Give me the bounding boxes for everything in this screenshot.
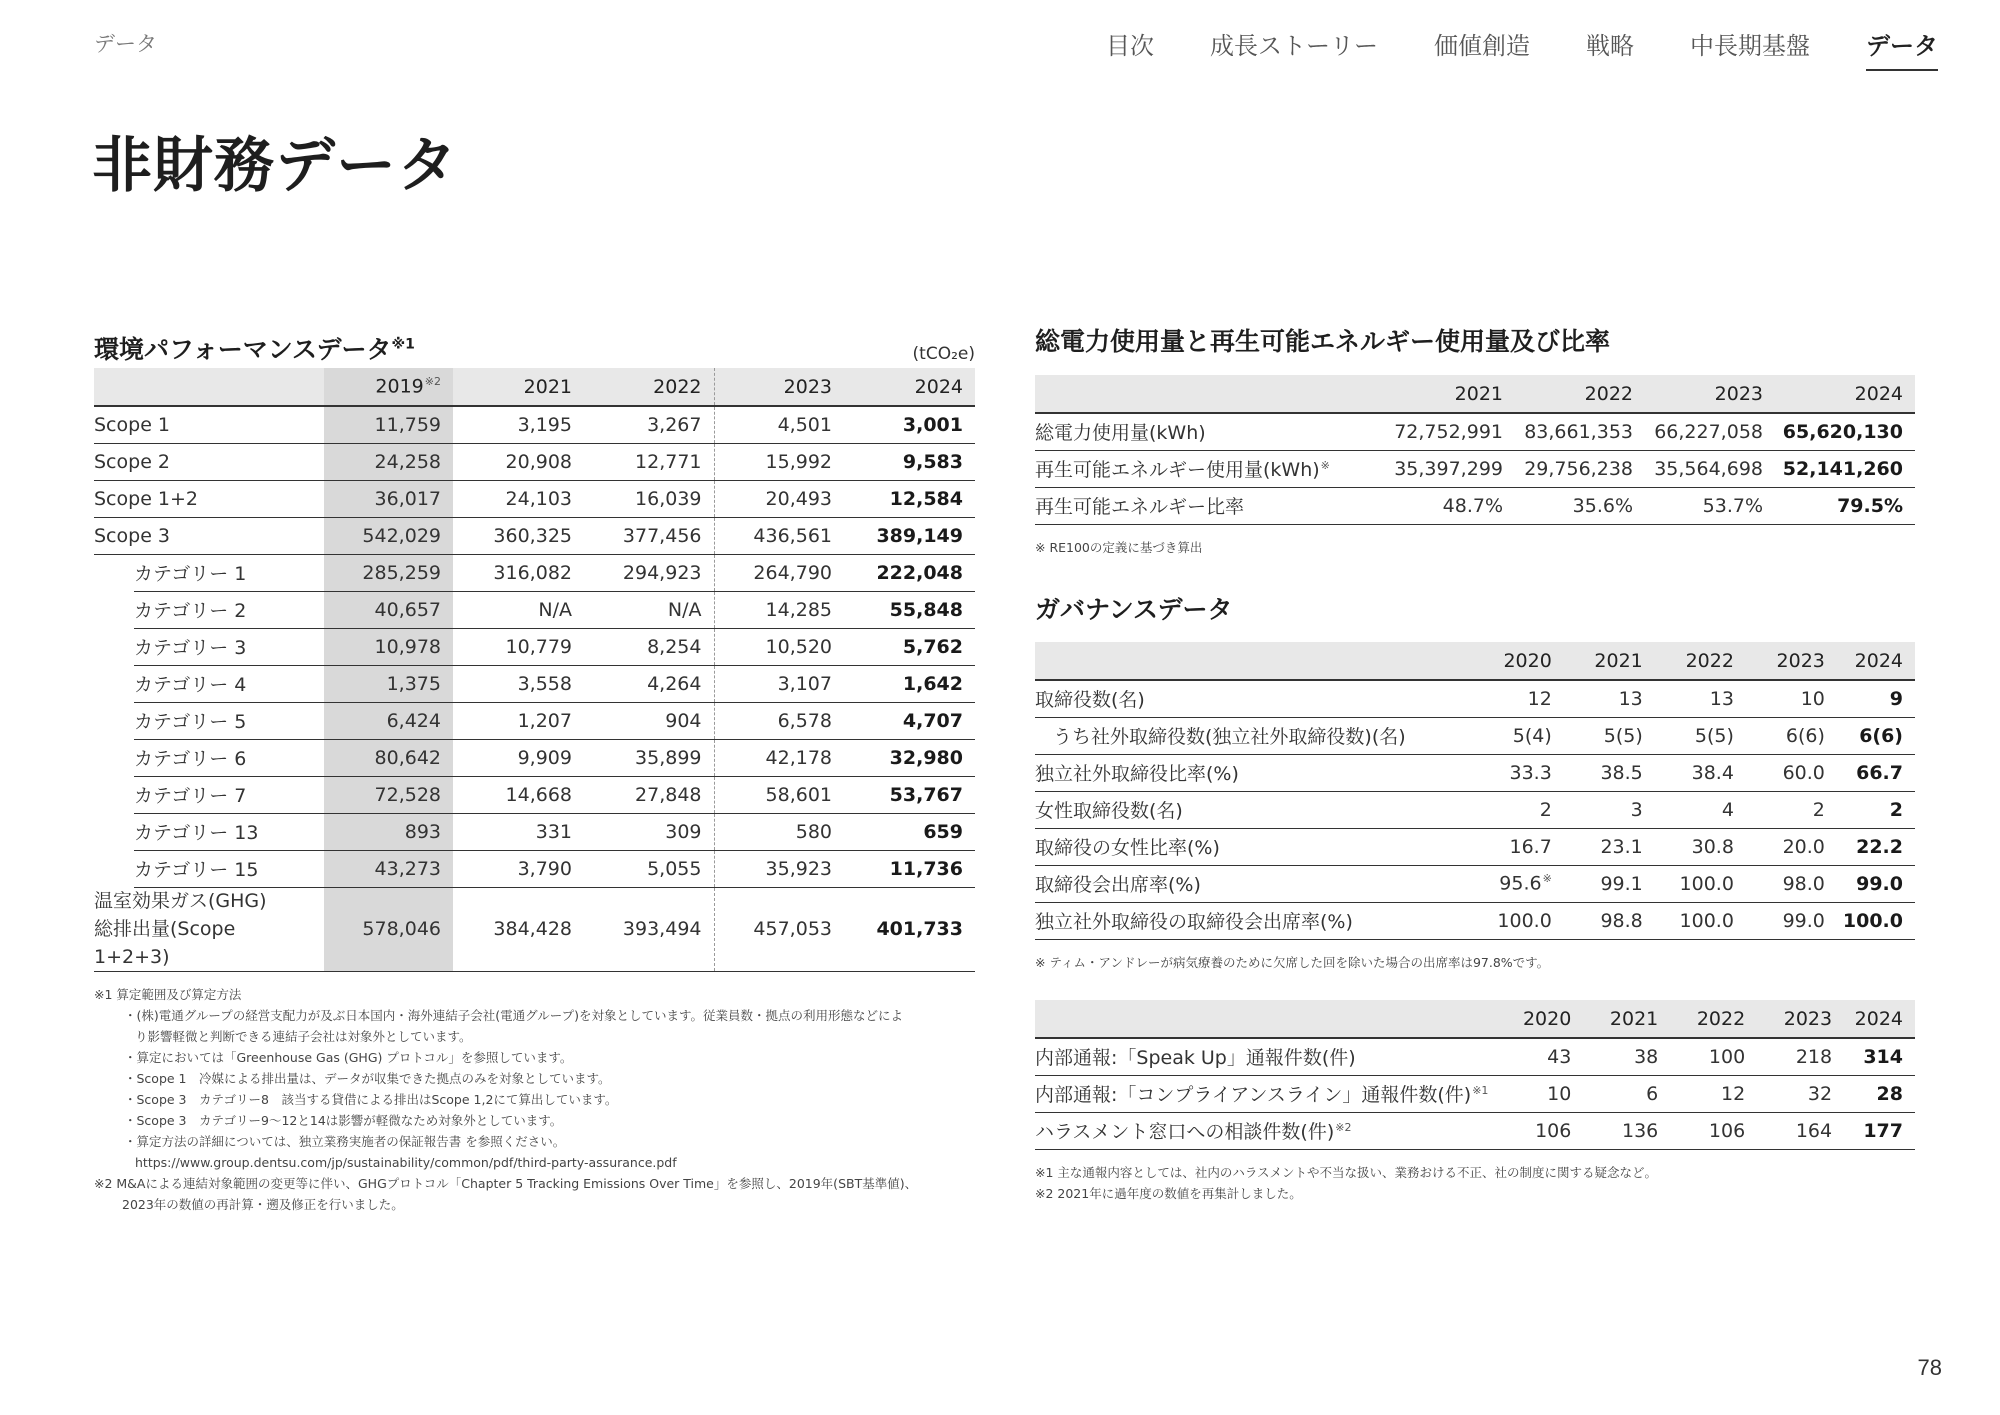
environment-title: 環境パフォーマンスデータ$^{※1}$ bbox=[94, 335, 415, 364]
cell: 24,258 bbox=[324, 443, 453, 480]
cell: 60.0 bbox=[1746, 754, 1837, 791]
cell: 264,790 bbox=[714, 554, 844, 591]
energy-footnote: ※ RE100の定義に基づき算出 bbox=[1035, 539, 1203, 555]
table-row bbox=[1035, 865, 1915, 902]
cell: 401,733 bbox=[844, 887, 975, 972]
assurance-report-link[interactable]: https://www.group.dentsu.com/jp/sustainability/common/pdf/third-party-assurance.pdf bbox=[135, 1155, 677, 1170]
footnote-item: ・算定においては「Greenhouse Gas (GHG) プロトコル」を参照しています。 bbox=[124, 1050, 573, 1065]
nav-item-value-creation[interactable]: 価値創造 bbox=[1434, 32, 1530, 60]
cell: 2 bbox=[1837, 791, 1915, 828]
cell: 285,259 bbox=[324, 554, 453, 591]
table-row bbox=[94, 406, 975, 443]
row-label: カテゴリー 1 bbox=[94, 554, 324, 591]
cell: 1,642 bbox=[844, 665, 975, 702]
governance-footnote: ※ ティム・アンドレーが病気療養のために欠席した回を除いた場合の出席率は97.8%です。 bbox=[1035, 954, 1550, 970]
cell: 38.4 bbox=[1655, 754, 1746, 791]
table-row bbox=[94, 628, 975, 665]
row-label: 再生可能エネルギー使用量(kWh)※ bbox=[1035, 450, 1385, 487]
environment-footnotes bbox=[94, 984, 975, 1215]
cell: 5(5) bbox=[1655, 717, 1746, 754]
row-label: 取締役の女性比率(%) bbox=[1035, 828, 1477, 865]
cell: 79.5% bbox=[1775, 487, 1915, 524]
cell: 35.6% bbox=[1515, 487, 1645, 524]
cell: 14,668 bbox=[453, 776, 584, 813]
cell: 24,103 bbox=[453, 480, 584, 517]
cell: 580 bbox=[714, 813, 844, 850]
footnote-item: り影響軽微と判断できる連結子会社は対象外としています。 bbox=[135, 1029, 472, 1044]
header-2023: 2023 bbox=[1757, 1000, 1844, 1038]
footnote-1-title: ※1 算定範囲及び算定方法 bbox=[94, 987, 242, 1002]
governance-table bbox=[1035, 642, 1915, 940]
cell: 14,285 bbox=[714, 591, 844, 628]
table-header-row bbox=[1035, 1000, 1915, 1038]
header-2023: 2023 bbox=[714, 368, 844, 406]
table-header-row bbox=[1035, 642, 1915, 680]
cell: 10,978 bbox=[324, 628, 453, 665]
table-row bbox=[1035, 1112, 1915, 1149]
cell: 32 bbox=[1757, 1075, 1844, 1112]
table-row bbox=[94, 517, 975, 554]
cell: 35,564,698 bbox=[1645, 450, 1775, 487]
header-2023: 2023 bbox=[1746, 642, 1837, 680]
cell: 436,561 bbox=[714, 517, 844, 554]
energy-title: 総電力使用量と再生可能エネルギー使用量及び比率 bbox=[1035, 327, 1611, 356]
cell: 12 bbox=[1477, 680, 1563, 717]
header-2021: 2021 bbox=[1385, 375, 1515, 413]
row-label: 取締役会出席率(%) bbox=[1035, 865, 1477, 902]
table-row bbox=[94, 443, 975, 480]
header-2021: 2021 bbox=[1564, 642, 1655, 680]
header-2024: 2024 bbox=[844, 368, 975, 406]
cell: 22.2 bbox=[1837, 828, 1915, 865]
row-label: 内部通報:「コンプライアンスライン」通報件数(件)$^{※1}$ bbox=[1035, 1075, 1500, 1112]
cell: 12,771 bbox=[584, 443, 714, 480]
energy-table bbox=[1035, 375, 1915, 525]
row-label: ハラスメント窓口への相談件数(件)$^{※2}$ bbox=[1035, 1112, 1500, 1149]
table-row bbox=[94, 480, 975, 517]
cell: 27,848 bbox=[584, 776, 714, 813]
energy-section bbox=[1035, 322, 1915, 558]
cell: 16.7 bbox=[1477, 828, 1563, 865]
cell: 11,736 bbox=[844, 850, 975, 887]
table-row bbox=[1035, 450, 1915, 487]
cell: 9 bbox=[1837, 680, 1915, 717]
cell: 33.3 bbox=[1477, 754, 1563, 791]
table-row bbox=[94, 813, 975, 850]
cell: 309 bbox=[584, 813, 714, 850]
cell: 66,227,058 bbox=[1645, 413, 1775, 450]
cell: N/A bbox=[453, 591, 584, 628]
cell: 35,923 bbox=[714, 850, 844, 887]
cell: 6(6) bbox=[1746, 717, 1837, 754]
cell: 38 bbox=[1583, 1038, 1670, 1075]
row-label: カテゴリー 7 bbox=[94, 776, 324, 813]
cell: 1,207 bbox=[453, 702, 584, 739]
header-2022: 2022 bbox=[584, 368, 714, 406]
cell: 3,001 bbox=[844, 406, 975, 443]
cell: 578,046 bbox=[324, 887, 453, 972]
cell: 314 bbox=[1844, 1038, 1915, 1075]
row-label: Scope 1 bbox=[94, 406, 324, 443]
cell: 72,752,991 bbox=[1385, 413, 1515, 450]
cell: 11,759 bbox=[324, 406, 453, 443]
cell: 4,707 bbox=[844, 702, 975, 739]
header-2020: 2020 bbox=[1500, 1000, 1583, 1038]
row-label: 総電力使用量(kWh) bbox=[1035, 413, 1385, 450]
cell: 4 bbox=[1655, 791, 1746, 828]
table-row bbox=[1035, 413, 1915, 450]
table-row bbox=[94, 554, 975, 591]
row-label: 女性取締役数(名) bbox=[1035, 791, 1477, 828]
governance-title: ガバナンスデータ bbox=[1035, 595, 1233, 624]
cell: 360,325 bbox=[453, 517, 584, 554]
header-2022: 2022 bbox=[1670, 1000, 1757, 1038]
cell: 52,141,260 bbox=[1775, 450, 1915, 487]
cell: 659 bbox=[844, 813, 975, 850]
cell: 6(6) bbox=[1837, 717, 1915, 754]
total-label: 温室効果ガス(GHG) 総排出量(Scope 1+2+3) bbox=[94, 887, 324, 972]
cell: 294,923 bbox=[584, 554, 714, 591]
cell: 99.0 bbox=[1837, 865, 1915, 902]
row-label: 内部通報:「Speak Up」通報件数(件) bbox=[1035, 1038, 1500, 1075]
row-label: うち社外取締役数(独立社外取締役数)(名) bbox=[1035, 717, 1477, 754]
cell: 12 bbox=[1670, 1075, 1757, 1112]
cell: 35,899 bbox=[584, 739, 714, 776]
footnote-item: ・算定方法の詳細については、独立業務実施者の保証報告書 を参照ください。 bbox=[124, 1134, 566, 1149]
cell: 13 bbox=[1655, 680, 1746, 717]
cell: 2 bbox=[1746, 791, 1837, 828]
header-2021: 2021 bbox=[1583, 1000, 1670, 1038]
row-label: 再生可能エネルギー比率 bbox=[1035, 487, 1385, 524]
table-header-row bbox=[94, 368, 975, 406]
table-row bbox=[1035, 487, 1915, 524]
header-2019: 2019$^{※2}$ bbox=[324, 368, 453, 406]
cell: 30.8 bbox=[1655, 828, 1746, 865]
header-label-cell bbox=[1035, 642, 1477, 680]
cell: 384,428 bbox=[453, 887, 584, 972]
row-label: カテゴリー 5 bbox=[94, 702, 324, 739]
table-row bbox=[94, 665, 975, 702]
cell: 5(5) bbox=[1564, 717, 1655, 754]
footnote-item: ・Scope 3 カテゴリー8 該当する貸借による排出はScope 1,2にて算出しています。 bbox=[124, 1092, 618, 1107]
row-label: カテゴリー 3 bbox=[94, 628, 324, 665]
table-row bbox=[94, 702, 975, 739]
cell: 98.8 bbox=[1564, 902, 1655, 939]
cell: 6,578 bbox=[714, 702, 844, 739]
cell: 99.1 bbox=[1564, 865, 1655, 902]
header-2023: 2023 bbox=[1645, 375, 1775, 413]
cell: 29,756,238 bbox=[1515, 450, 1645, 487]
cell: 393,494 bbox=[584, 887, 714, 972]
table-row bbox=[1035, 791, 1915, 828]
cell: 8,254 bbox=[584, 628, 714, 665]
cell: 542,029 bbox=[324, 517, 453, 554]
cell: 9,583 bbox=[844, 443, 975, 480]
cell: 10,779 bbox=[453, 628, 584, 665]
cell: 10,520 bbox=[714, 628, 844, 665]
header-2024: 2024 bbox=[1775, 375, 1915, 413]
cell: 904 bbox=[584, 702, 714, 739]
cell: 3,107 bbox=[714, 665, 844, 702]
cell: 100.0 bbox=[1477, 902, 1563, 939]
table-row bbox=[94, 776, 975, 813]
total-row bbox=[94, 887, 975, 972]
cell: 42,178 bbox=[714, 739, 844, 776]
nav-item-contents[interactable]: 目次 bbox=[1106, 32, 1154, 60]
header-label-cell bbox=[1035, 1000, 1500, 1038]
breadcrumb: データ bbox=[94, 32, 157, 56]
table-row bbox=[94, 591, 975, 628]
table-row bbox=[1035, 680, 1915, 717]
cell: 218 bbox=[1757, 1038, 1844, 1075]
unit-label: (tCO₂e) bbox=[912, 344, 975, 364]
cell: 136 bbox=[1583, 1112, 1670, 1149]
row-label: Scope 1+2 bbox=[94, 480, 324, 517]
cell: 55,848 bbox=[844, 591, 975, 628]
row-label: カテゴリー 6 bbox=[94, 739, 324, 776]
cell: 66.7 bbox=[1837, 754, 1915, 791]
footnote-2: ※2 M&Aによる連結対象範囲の変更等に伴い、GHGプロトコル「Chapter 5 Tracking Emissions Over Time」を参照し、2019年(SBT基準値)、 bbox=[94, 1176, 918, 1191]
cell: 10 bbox=[1746, 680, 1837, 717]
cell: 106 bbox=[1670, 1112, 1757, 1149]
header-label-cell bbox=[1035, 375, 1385, 413]
header-2024: 2024 bbox=[1837, 642, 1915, 680]
cell: 13 bbox=[1564, 680, 1655, 717]
cell: 5,055 bbox=[584, 850, 714, 887]
cell: 9,909 bbox=[453, 739, 584, 776]
table-header-row bbox=[1035, 375, 1915, 413]
cell: 28 bbox=[1844, 1075, 1915, 1112]
cell: 48.7% bbox=[1385, 487, 1515, 524]
cell: 3,790 bbox=[453, 850, 584, 887]
cell: 106 bbox=[1500, 1112, 1583, 1149]
cell: 377,456 bbox=[584, 517, 714, 554]
nav-item-data[interactable]: データ bbox=[1866, 26, 1938, 71]
cell: 5,762 bbox=[844, 628, 975, 665]
cell: 20.0 bbox=[1746, 828, 1837, 865]
cell: 4,264 bbox=[584, 665, 714, 702]
header-label-cell bbox=[94, 368, 324, 406]
environment-table bbox=[94, 368, 975, 972]
cell: 222,048 bbox=[844, 554, 975, 591]
cell: 100.0 bbox=[1655, 902, 1746, 939]
cell: 58,601 bbox=[714, 776, 844, 813]
cell: 10 bbox=[1500, 1075, 1583, 1112]
cell: 457,053 bbox=[714, 887, 844, 972]
cell: 23.1 bbox=[1564, 828, 1655, 865]
top-nav bbox=[1050, 26, 1938, 71]
page-number: 78 bbox=[1917, 1355, 1942, 1380]
environment-section bbox=[94, 322, 975, 1215]
footnote-ref: ※1 bbox=[391, 336, 415, 353]
cell: 65,620,130 bbox=[1775, 413, 1915, 450]
header-2021: 2021 bbox=[453, 368, 584, 406]
cell: 331 bbox=[453, 813, 584, 850]
whistleblowing-section bbox=[1035, 1000, 1915, 1204]
row-label: カテゴリー 2 bbox=[94, 591, 324, 628]
footnote-2-cont: 2023年の数値の再計算・遡及修正を行いました。 bbox=[122, 1197, 404, 1212]
cell: 12,584 bbox=[844, 480, 975, 517]
cell: 177 bbox=[1844, 1112, 1915, 1149]
nav-item-growth-story[interactable]: 成長ストーリー bbox=[1210, 32, 1378, 60]
whistleblowing-table bbox=[1035, 1000, 1915, 1150]
whistleblowing-footnotes bbox=[1035, 1162, 1915, 1204]
cell: 38.5 bbox=[1564, 754, 1655, 791]
header-2024: 2024 bbox=[1844, 1000, 1915, 1038]
cell: 95.6※ bbox=[1477, 865, 1563, 902]
governance-section bbox=[1035, 590, 1915, 973]
header-2020: 2020 bbox=[1477, 642, 1563, 680]
page-title: 非財務データ bbox=[92, 131, 458, 201]
cell: 100 bbox=[1670, 1038, 1757, 1075]
cell: 43 bbox=[1500, 1038, 1583, 1075]
cell: 20,908 bbox=[453, 443, 584, 480]
cell: 164 bbox=[1757, 1112, 1844, 1149]
cell: 2 bbox=[1477, 791, 1563, 828]
footnote-2: ※2 2021年に過年度の数値を再集計しました。 bbox=[1035, 1185, 1302, 1201]
nav-item-strategy[interactable]: 戦略 bbox=[1586, 32, 1634, 60]
cell: 15,992 bbox=[714, 443, 844, 480]
row-label: カテゴリー 13 bbox=[94, 813, 324, 850]
cell: 6 bbox=[1583, 1075, 1670, 1112]
header-2022: 2022 bbox=[1515, 375, 1645, 413]
table-row bbox=[94, 850, 975, 887]
cell: 3,267 bbox=[584, 406, 714, 443]
cell: 53,767 bbox=[844, 776, 975, 813]
cell: 1,375 bbox=[324, 665, 453, 702]
cell: 32,980 bbox=[844, 739, 975, 776]
cell: 316,082 bbox=[453, 554, 584, 591]
cell: N/A bbox=[584, 591, 714, 628]
row-label: Scope 2 bbox=[94, 443, 324, 480]
cell: 80,642 bbox=[324, 739, 453, 776]
cell: 20,493 bbox=[714, 480, 844, 517]
cell: 16,039 bbox=[584, 480, 714, 517]
cell: 72,528 bbox=[324, 776, 453, 813]
cell: 35,397,299 bbox=[1385, 450, 1515, 487]
footnote-item: ・Scope 3 カテゴリー9〜12と14は影響が軽微なため対象外としています。 bbox=[124, 1113, 563, 1128]
cell: 893 bbox=[324, 813, 453, 850]
nav-item-foundation[interactable]: 中長期基盤 bbox=[1690, 32, 1810, 60]
cell: 3 bbox=[1564, 791, 1655, 828]
table-row bbox=[1035, 717, 1915, 754]
cell: 53.7% bbox=[1645, 487, 1775, 524]
cell: 5(4) bbox=[1477, 717, 1563, 754]
cell: 99.0 bbox=[1746, 902, 1837, 939]
footnote-1: ※1 主な通報内容としては、社内のハラスメントや不当な扱い、業務おける不正、社の制度に関する疑念など。 bbox=[1035, 1164, 1658, 1180]
cell: 100.0 bbox=[1837, 902, 1915, 939]
cell: 40,657 bbox=[324, 591, 453, 628]
row-label: カテゴリー 15 bbox=[94, 850, 324, 887]
table-row bbox=[1035, 754, 1915, 791]
header-2022: 2022 bbox=[1655, 642, 1746, 680]
cell: 4,501 bbox=[714, 406, 844, 443]
footnote-item: ・Scope 1 冷媒による排出量は、データが収集できた拠点のみを対象としています。 bbox=[124, 1071, 611, 1086]
table-row bbox=[1035, 828, 1915, 865]
table-row bbox=[94, 739, 975, 776]
cell: 83,661,353 bbox=[1515, 413, 1645, 450]
table-row bbox=[1035, 1075, 1915, 1112]
footnote-item: ・(株)電通グループの経営支配力が及ぶ日本国内・海外連結子会社(電通グループ)を対象としています。従業員数・拠点の利用形態などによ bbox=[124, 1008, 904, 1023]
row-label: Scope 3 bbox=[94, 517, 324, 554]
cell: 43,273 bbox=[324, 850, 453, 887]
row-label: 取締役数(名) bbox=[1035, 680, 1477, 717]
cell: 3,558 bbox=[453, 665, 584, 702]
row-label: 独立社外取締役比率(%) bbox=[1035, 754, 1477, 791]
row-label: 独立社外取締役の取締役会出席率(%) bbox=[1035, 902, 1477, 939]
cell: 6,424 bbox=[324, 702, 453, 739]
cell: 100.0 bbox=[1655, 865, 1746, 902]
table-row bbox=[1035, 902, 1915, 939]
cell: 389,149 bbox=[844, 517, 975, 554]
table-row bbox=[1035, 1038, 1915, 1075]
cell: 98.0 bbox=[1746, 865, 1837, 902]
cell: 3,195 bbox=[453, 406, 584, 443]
cell: 36,017 bbox=[324, 480, 453, 517]
row-label: カテゴリー 4 bbox=[94, 665, 324, 702]
